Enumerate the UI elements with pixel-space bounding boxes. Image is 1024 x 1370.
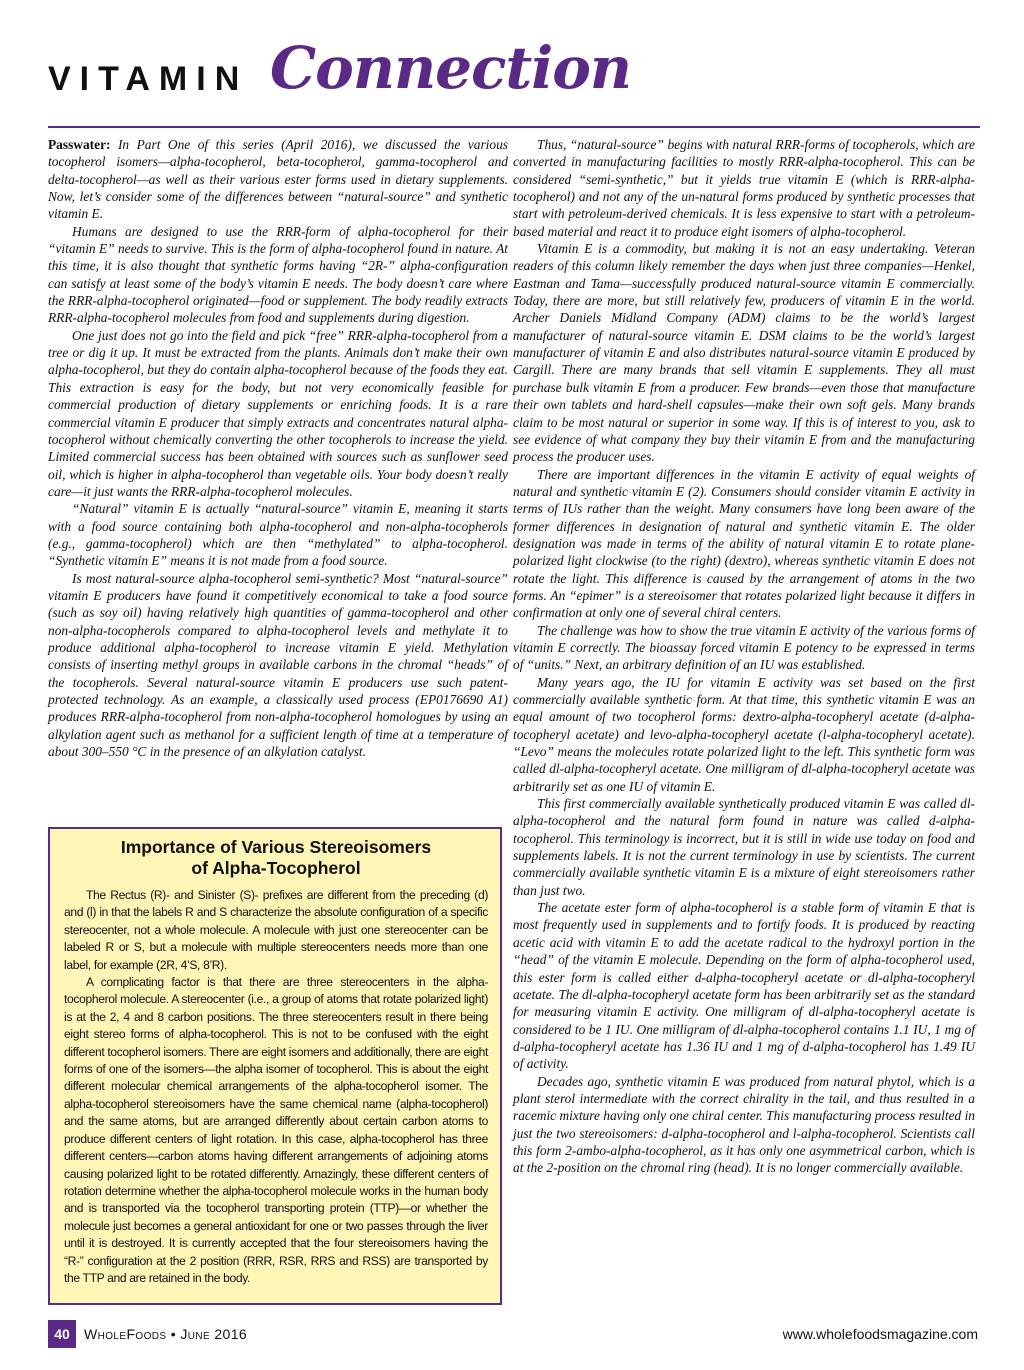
sidebar-paragraph: A complicating factor is that there are three stereocenters in the alpha-tocopherol molecule. A stereocenter (i.e., a group of atoms that rotate polarized light) is at the 2, 4 and 8 carbon positions. The three stereocenters result in there being eight stereo forms of alpha-tocopherol. This is not to be confused with the eight different tocopherol isomers. There are eight isomers and additionally, there are eight forms of one of the isomers—the alpha isomer of tocopherol. This is about the eight different molecular chemical arrangements of the alpha-tocopherol isomer. The alpha-tocopherol stereoisomers have the same chemical name (alpha-tocopherol) and the same atoms, but are arranged differently about certain carbon atoms to produce different centers of light rotation. In this case, alpha-tocopherol has three different centers—carbon atoms having different arrangements of adjoining atoms causing polarized light to be rotated differently. Amazingly, these different centers of rotation determine whether the alpha-tocopherol molecule works in the human body and is transported via the tocopherol transporting protein (TTP)—or whether the molecule just becomes a general antioxidant for one or two passes through the liver until it is destroyed. It is currently accepted that the four stereoisomers having the “R-” configuration at the 2 position (RRR, RSR, RRS and RSS) are transported by the TTP and are retained in the body. — [64, 975, 488, 1285]
sidebar-paragraph: The Rectus (R)- and Sinister (S)- prefixes are different from the preceding (d) and (l) in that the labels R and S characterize the absolute configuration of a specific stereocenter, not a whole molecule. A molecule with just one stereocenter can be labeled R or S, but a molecule with multiple stereocenters needs more than one label, for example (2R, 4’S, 8’R). — [64, 888, 488, 972]
article-paragraph: Humans are designed to use the RRR-form of alpha-tocopherol for their “vitamin E” needs to survive. This is the form of alpha-tocopherol found in nature. At this time, it is also thought that synthetic forms having “2R-” alpha-configuration can satisfy at least some of the body’s vitamin E needs. The body doesn’t care where the RRR-alpha-tocopherol originated—food or supplement. The body readily extracts RRR-alpha-tocopherol molecules from food and supplements during digestion. — [48, 223, 508, 326]
magazine-issue: WholeFoods • June 2016 — [84, 1326, 248, 1342]
masthead-connection: Connection — [270, 34, 632, 102]
article-paragraph: Many years ago, the IU for vitamin E activity was set based on the first commercially available synthetic form. At that time, this synthetic vitamin E was an equal amount of two tocopherol forms: dextro-alpha-tocopheryl acetate (d-alpha-tocopheryl acetate) and levo-alpha-tocopheryl acetate (l-alpha-tocopheryl acetate). “Levo” means the molecules rotate polarized light to the left. This synthetic form was called dl-alpha-tocopheryl acetate. One milligram of dl-alpha-tocopheryl acetate was arbitrarily set as one IU of vitamin E. — [513, 674, 975, 794]
article-paragraph: The acetate ester form of alpha-tocopherol is a stable form of vitamin E that is most frequently used in supplements and to fortify foods. It is produced by reacting acetic acid with vitamin E to add the acetate radical to the hydroxyl portion in the “head” of the vitamin E molecule. Depending on the form of alpha-tocopherol used, this ester form is called either d-alpha-tocopheryl acetate or dl-alpha-tocopheryl acetate. The dl-alpha-tocopheryl acetate form has been arbitrarily set as the standard for measuring vitamin E activity. One milligram of dl-alpha-tocopheryl acetate is considered to be 1 IU. One milligram of dl-alpha-tocopherol contains 1.1 IU, 1 mg of d-alpha-tocopheryl acetate has 1.36 IU and 1 mg of d-alpha-tocopherol has 1.49 IU of activity. — [513, 900, 975, 1072]
article-paragraph — [48, 136, 508, 223]
masthead — [48, 30, 1008, 110]
magazine-url[interactable]: www.wholefoodsmagazine.com — [782, 1326, 978, 1342]
article-paragraph: There are important differences in the vitamin E activity of equal weights of natural and synthetic vitamin E (2). Consumers should consider vitamin E activity in terms of IUs rather than the weight. Many consumers have long been aware of the former differences in designation of natural and synthetic vitamin E. The older designation was made in terms of the ability of natural vitamin E to rotate plane-polarized light clockwise (to the right) (dextro), whereas synthetic vitamin E does not rotate the light. This difference is caused by the arrangement of atoms in the two forms. An “epimer” is a stereoisomer that rotates polarized light because it differs in confirmation at only one of several chiral centers. — [513, 466, 975, 621]
masthead-rule — [48, 126, 980, 128]
page-number: 40 — [48, 1320, 76, 1348]
page-footer — [48, 1320, 978, 1350]
masthead-vitamin: VITAMIN — [48, 60, 249, 98]
article-paragraph: Thus, “natural-source” begins with natural RRR-forms of tocopherols, which are converted in manufacturing facilities to mostly RRR-alpha-tocopherol. This can be considered “semi-synthetic,” but it yields true vitamin E (which is RRR-alpha-tocopherol) and not any of the un-natural forms produced by synthetic processes that start with petroleum-derived chemicals. It is less expensive to start with a petroleum-based material and react it to produce eight isomers of alpha-tocopherol. — [513, 137, 975, 239]
article-paragraph: This first commercially available synthetically produced vitamin E was called dl-alpha-tocopherol and the natural form found in nature was called d-alpha-tocopherol. This terminology is incorrect, but it is still in wide use today on food and supplements labels. It is not the current terminology in use by scientists. The current commercially available synthetic vitamin E is a mixture of eight stereoisomers rather than just two. — [513, 796, 975, 898]
article-paragraph: Vitamin E is a commodity, but making it is not an easy undertaking. Veteran readers of this column likely remember the days when just three companies—Henkel, Eastman and Tama—successfully produced natural-source vitamin E commercially. Today, there are more, but still relatively few, producers of vitamin E in the world. Archer Daniels Midland Company (ADM) claims to be the world’s largest manufacturer of natural-source vitamin E. DSM claims to be the world’s largest manufacturer of vitamin E and also distributes natural-source vitamin E produced by Cargill. There are many brands that sell vitamin E supplements. They all must purchase bulk vitamin E from a producer. Few brands—even those that manufacture their own tablets and hard-shell capsules—make their own soft gels. Many brands claim to be most natural or superior in some way. If this is of interest to you, ask to see evidence of what company they buy their vitamin E from and the manufacturing process the producer uses. — [513, 241, 975, 465]
article-paragraph: One just does not go into the field and pick “free” RRR-alpha-tocopherol from a tree or dig it up. It must be extracted from the plants. Animals don’t make their own alpha-tocopherol, but they do contain alpha-tocopherol because of the foods they eat. This extraction is easy for the body, but not very economically feasible for commercial production of dietary supplements or enriching foods. It is a rare commercial vitamin E producer that simply extracts and concentrates natural alpha-tocopherol without chemically converting the other tocopherols to increase the yield. Limited commercial success has been obtained with sources such as sunflower seed oil, which is higher in alpha-tocopherol than vegetable oils. Your body doesn’t really care—it just wants the RRR-alpha-tocopherol molecules. — [48, 327, 508, 499]
article-paragraph: “Natural” vitamin E is actually “natural-source” vitamin E, meaning it starts with a food source containing both alpha-tocopherol and non-alpha-tocopherols (e.g., gamma-tocopherol) which are then “methylated” to alpha-tocopherol. “Synthetic vitamin E” means it is not made from a food source. — [48, 501, 508, 569]
paragraph-text: In Part One of this series (April 2016), we discussed the various tocopherol isomers—alpha-tocopherol, beta-tocopherol, gamma-tocopherol and delta-tocopherol—as well as their various ester forms used in dietary supplements. Now, let’s consider some of the differences between “natural-source” and synthetic vitamin E. — [48, 137, 508, 222]
sidebar-title-line2: of Alpha-Tocopherol — [191, 858, 361, 878]
lead-label: Passwater: — [48, 137, 111, 152]
article-right-column — [513, 136, 975, 1177]
sidebar-box — [48, 827, 502, 1305]
sidebar-title — [64, 837, 488, 879]
article-paragraph: Decades ago, synthetic vitamin E was produced from natural phytol, which is a plant sterol intermediate with the correct chirality in the tail, and thus resulted in a racemic mixture having only one chiral center. This manufacturing process resulted in just the two stereoisomers: d-alpha-tocopherol and l-alpha-tocopherol. Scientists call this form 2-ambo-alpha-tocopherol, as it has only one asymmetrical carbon, which is at the 2-position on the chromal ring (head). It is no longer commercially available. — [513, 1073, 975, 1176]
article-paragraph: Is most natural-source alpha-tocopherol semi-synthetic? Most “natural-source” vitamin E producers have found it competitively economical to take a food source (such as soy oil) having relatively high quantities of gamma-tocopherol and other non-alpha-tocopherols compared to alpha-tocopherol levels and methylate it to produce additional alpha-tocopherol to increase vitamin E yield. Methylation consists of inserting methyl groups in available carbons in the chromal “heads” of the tocopherols. Several natural-source vitamin E producers use such patent-protected technology. As an example, a classically used process (EP0176690 A1) produces RRR-alpha-tocopherol from non-alpha-tocopherol homologues by using an alkylation agent such as methanol for a sufficient length of time at a temperature of about 300–550 °C in the presence of an alkylation catalyst. — [48, 570, 508, 760]
article-paragraph: The challenge was how to show the true vitamin E activity of the various forms of vitamin E correctly. The bioassay forced vitamin E potency to be expressed in terms of “units.” Next, an arbitrary definition of an IU was established. — [513, 622, 975, 673]
article-left-column — [48, 136, 508, 760]
sidebar-title-line1: Importance of Various Stereoisomers — [120, 837, 432, 857]
